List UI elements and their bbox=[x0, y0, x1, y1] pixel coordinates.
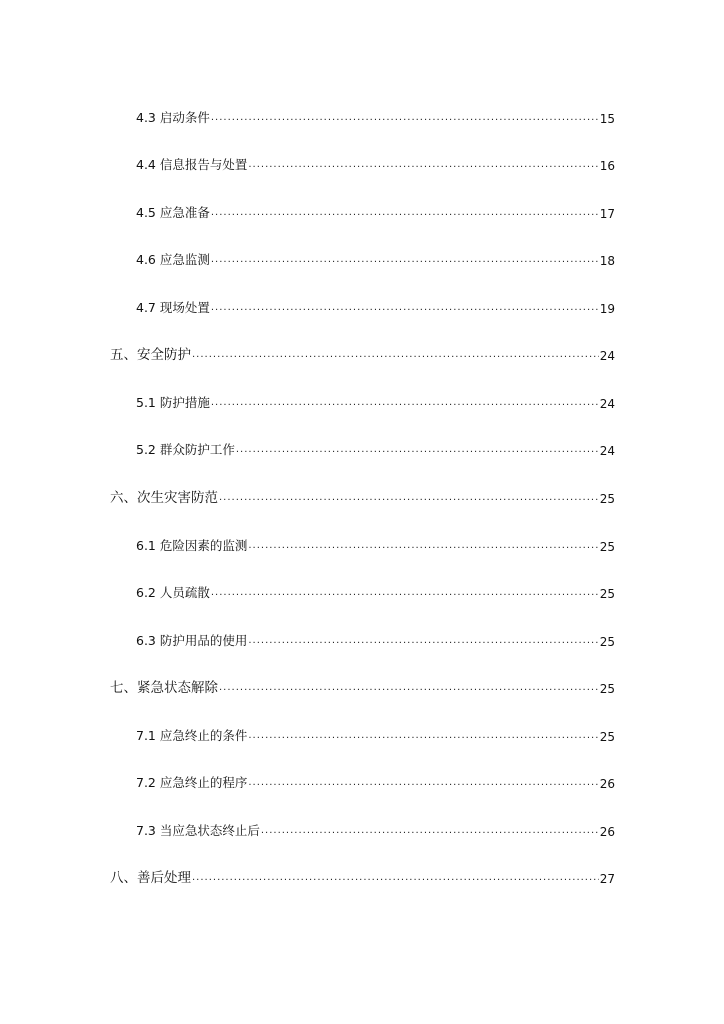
toc-page-number: 25 bbox=[599, 635, 615, 649]
toc-entry-title: 7.3 当应急状态终止后 bbox=[136, 823, 260, 838]
toc-entry-title: 5.2 群众防护工作 bbox=[136, 442, 235, 457]
toc-page-number: 24 bbox=[599, 349, 615, 363]
toc-entry[interactable] bbox=[136, 724, 615, 744]
toc-dot-leader bbox=[192, 871, 599, 886]
toc-entry[interactable] bbox=[110, 486, 615, 506]
toc-page-number: 24 bbox=[599, 397, 615, 411]
toc-dot-leader bbox=[211, 253, 599, 268]
toc-entry[interactable] bbox=[136, 771, 615, 791]
toc-dot-leader bbox=[211, 301, 599, 316]
toc-entry[interactable] bbox=[136, 819, 615, 839]
toc-entry-title: 七、紧急状态解除 bbox=[110, 680, 218, 696]
toc-entry-title: 4.4 信息报告与处置 bbox=[136, 157, 248, 172]
toc-entry[interactable] bbox=[136, 106, 615, 126]
toc-dot-leader bbox=[248, 776, 598, 791]
toc-page-number: 25 bbox=[599, 540, 615, 554]
toc-page-number: 25 bbox=[599, 730, 615, 744]
toc-page-number: 18 bbox=[599, 254, 615, 268]
toc-dot-leader bbox=[211, 396, 599, 411]
toc-page-number: 25 bbox=[599, 587, 615, 601]
toc-entry[interactable] bbox=[136, 201, 615, 221]
toc-entry[interactable] bbox=[110, 866, 615, 886]
toc-page-number: 16 bbox=[599, 159, 615, 173]
toc-dot-leader bbox=[248, 729, 598, 744]
toc-entry[interactable] bbox=[136, 629, 615, 649]
toc-entry[interactable] bbox=[110, 676, 615, 696]
toc-entry-title: 5.1 防护措施 bbox=[136, 395, 210, 410]
toc-entry-title: 五、安全防护 bbox=[110, 347, 191, 363]
toc-page-number: 15 bbox=[599, 112, 615, 126]
toc-entry[interactable] bbox=[136, 153, 615, 173]
toc-dot-leader bbox=[236, 443, 599, 458]
toc-dot-leader bbox=[211, 586, 599, 601]
toc-entry-title: 八、善后处理 bbox=[110, 870, 191, 886]
toc-entry-title: 六、次生灾害防范 bbox=[110, 490, 218, 506]
toc-entry[interactable] bbox=[136, 391, 615, 411]
toc-entry-title: 7.1 应急终止的条件 bbox=[136, 728, 248, 743]
toc-page-number: 17 bbox=[599, 207, 615, 221]
toc-entry[interactable] bbox=[136, 296, 615, 316]
toc-dot-leader bbox=[192, 348, 599, 363]
toc-dot-leader bbox=[248, 158, 598, 173]
toc-dot-leader bbox=[248, 539, 598, 554]
toc-entry-title: 6.3 防护用品的使用 bbox=[136, 633, 248, 648]
toc-page-number: 26 bbox=[599, 777, 615, 791]
toc-dot-leader bbox=[211, 111, 599, 126]
toc-page-number: 24 bbox=[599, 444, 615, 458]
toc-entry[interactable] bbox=[136, 248, 615, 268]
toc-dot-leader bbox=[211, 206, 599, 221]
toc-entry-title: 4.6 应急监测 bbox=[136, 252, 210, 267]
toc-dot-leader bbox=[248, 634, 598, 649]
toc-entry[interactable] bbox=[110, 343, 615, 363]
toc-entry-title: 6.1 危险因素的监测 bbox=[136, 538, 248, 553]
toc-dot-leader bbox=[261, 824, 599, 839]
toc-entry[interactable] bbox=[136, 581, 615, 601]
toc-page-number: 19 bbox=[599, 302, 615, 316]
toc-entry-title: 4.7 现场处置 bbox=[136, 300, 210, 315]
toc-entry-title: 4.3 启动条件 bbox=[136, 110, 210, 125]
toc-page-number: 25 bbox=[599, 492, 615, 506]
toc-dot-leader bbox=[219, 491, 599, 506]
toc-dot-leader bbox=[219, 681, 599, 696]
toc-page-number: 26 bbox=[599, 825, 615, 839]
toc-page-number: 27 bbox=[599, 872, 615, 886]
toc-page-number: 25 bbox=[599, 682, 615, 696]
toc-entry[interactable] bbox=[136, 438, 615, 458]
toc-entry[interactable] bbox=[136, 534, 615, 554]
toc-entry-title: 4.5 应急准备 bbox=[136, 205, 210, 220]
toc-entry-title: 7.2 应急终止的程序 bbox=[136, 775, 248, 790]
toc-entry-title: 6.2 人员疏散 bbox=[136, 585, 210, 600]
